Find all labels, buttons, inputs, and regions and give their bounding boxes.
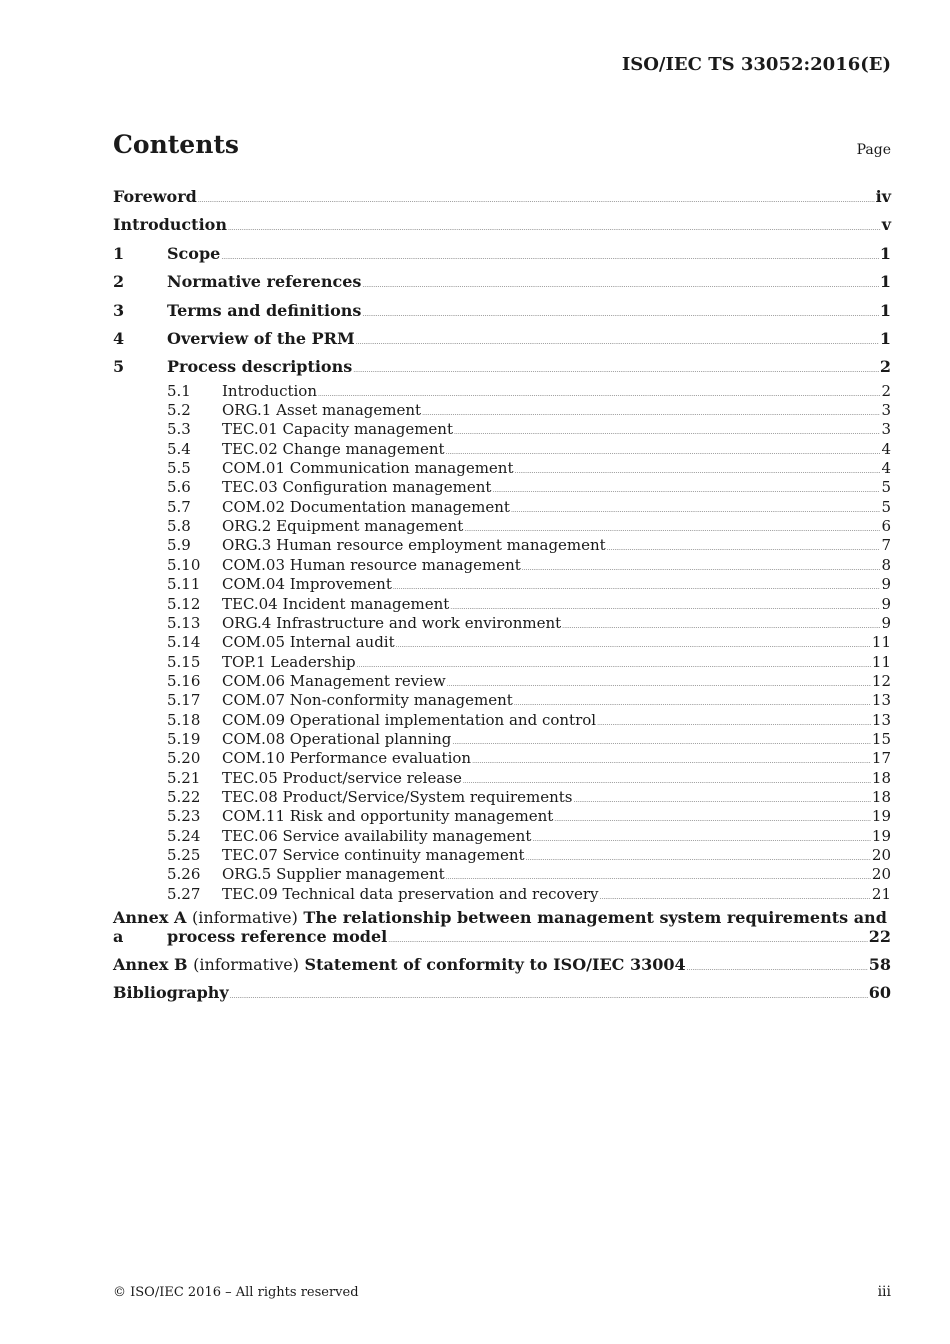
toc-entry-number: 5.9: [167, 536, 191, 555]
toc-entry[interactable]: [113, 211, 891, 239]
toc-entry-page: 9: [881, 594, 891, 613]
toc-entry-annex-b[interactable]: [113, 955, 891, 975]
toc-entry-page: iv: [875, 187, 891, 206]
table-of-contents: [113, 183, 891, 1003]
dot-leader: [600, 885, 871, 907]
toc-entry-page: 21: [871, 884, 891, 903]
toc-entry-number: 1: [113, 243, 125, 263]
toc-entry[interactable]: [113, 353, 891, 381]
toc-entry-page: 1: [879, 272, 891, 292]
toc-entry[interactable]: [113, 420, 891, 439]
toc-entry-number: 5.2: [167, 401, 191, 420]
toc-entry-page: 13: [871, 710, 891, 729]
toc-entry[interactable]: [113, 325, 891, 353]
toc-entry[interactable]: [113, 382, 891, 401]
toc-entry-page: 19: [871, 826, 891, 845]
toc-entry-page: 5: [881, 478, 891, 497]
toc-entry-page: 7: [881, 536, 891, 555]
toc-entry-title: TEC.07 Service continuity management: [222, 845, 525, 864]
toc-entry-page: 17: [871, 749, 891, 768]
bibliography-page: 60: [868, 983, 891, 1003]
toc-entry-title: COM.06 Management review: [222, 671, 446, 690]
toc-entry-title: TEC.09 Technical data preservation and recovery: [222, 884, 599, 903]
toc-entry-number: 5.18: [167, 710, 201, 729]
toc-entry-page: 3: [881, 401, 891, 420]
toc-entry[interactable]: [113, 653, 891, 672]
toc-entry-number: 5.3: [167, 420, 191, 439]
toc-entry-number: 5.22: [167, 787, 201, 806]
page-title: Contents: [113, 130, 240, 159]
toc-entry-title: Introduction: [222, 381, 317, 400]
toc-entry-page: 4: [881, 439, 891, 458]
toc-entry-page: 18: [871, 768, 891, 787]
copyright-notice: © ISO/IEC 2016 – All rights reserved: [113, 1285, 359, 1300]
annex-a-label: Annex A: [113, 908, 187, 928]
toc-entry-number: 5: [113, 357, 125, 377]
document-identifier: ISO/IEC TS 33052:2016(E): [621, 54, 891, 75]
toc-entry-page: 9: [881, 575, 891, 594]
annex-a-qualifier: (informative): [191, 908, 298, 928]
toc-entry-page: 19: [871, 807, 891, 826]
toc-entry[interactable]: [113, 595, 891, 614]
toc-entry-number: 4: [113, 328, 125, 348]
toc-entry-number: 5.25: [167, 845, 201, 864]
toc-entry-number: 5.24: [167, 826, 201, 845]
toc-entry[interactable]: [113, 672, 891, 691]
toc-entry-page: 13: [871, 691, 891, 710]
toc-entry-title: TEC.08 Product/Service/System requirements: [222, 787, 573, 806]
toc-entry[interactable]: [113, 440, 891, 459]
toc-entry-number: 5.26: [167, 865, 201, 884]
toc-entry-title: Foreword: [113, 187, 197, 206]
subclause-list: [113, 382, 891, 904]
toc-entry-number: 5.19: [167, 729, 201, 748]
toc-entry-bibliography[interactable]: [113, 983, 891, 1003]
toc-entry-page: 12: [871, 671, 891, 690]
toc-entry-title: Scope: [167, 243, 221, 263]
bibliography-label: Bibliography: [113, 983, 229, 1003]
annex-b-qualifier: (informative): [193, 955, 299, 975]
toc-entry[interactable]: [113, 268, 891, 296]
toc-entry[interactable]: [113, 183, 891, 211]
toc-entry[interactable]: [113, 885, 891, 904]
toc-entry-number: 5.6: [167, 478, 191, 497]
toc-entry-number: 5.5: [167, 459, 191, 478]
toc-entry-title: COM.04 Improvement: [222, 575, 392, 594]
toc-entry-page: v: [881, 215, 891, 235]
toc-entry[interactable]: [113, 556, 891, 575]
toc-entry-title: TEC.06 Service availability management: [222, 826, 532, 845]
toc-entry-title: COM.09 Operational implementation and control: [222, 710, 597, 729]
toc-entry-title: TOP.1 Leadership: [222, 652, 356, 671]
toc-entry-number: 5.4: [167, 439, 191, 458]
toc-entry-title: Overview of the PRM: [167, 328, 355, 348]
toc-entry-title: COM.11 Risk and opportunity management: [222, 807, 554, 826]
toc-entry-title: Process descriptions: [167, 357, 353, 377]
toc-entry-title: TEC.04 Incident management: [222, 594, 450, 613]
dot-leader: [230, 983, 868, 1007]
annex-b-page: 58: [868, 955, 891, 975]
page-column-label: Page: [856, 142, 891, 158]
toc-entry-title: COM.05 Internal audit: [222, 633, 395, 652]
toc-entry-title: ORG.4 Infrastructure and work environment: [222, 613, 562, 632]
toc-entry[interactable]: [113, 498, 891, 517]
toc-entry[interactable]: [113, 846, 891, 865]
toc-entry-page: 5: [881, 497, 891, 516]
toc-entry[interactable]: [113, 749, 891, 768]
toc-entry-title: TEC.02 Change management: [222, 439, 445, 458]
toc-entry-page: 1: [879, 328, 891, 348]
toc-entry-title: COM.02 Documentation management: [222, 497, 510, 516]
toc-entry-number: 5.23: [167, 807, 201, 826]
toc-entry-page: 18: [871, 787, 891, 806]
toc-entry-page: 1: [879, 243, 891, 263]
toc-entry-page: 4: [881, 459, 891, 478]
toc-entry[interactable]: [113, 575, 891, 594]
toc-entry-title: Terms and definitions: [167, 300, 362, 320]
toc-entry-title: Normative references: [167, 272, 362, 292]
toc-entry-number: 5.12: [167, 594, 201, 613]
clause-list: [113, 240, 891, 382]
dot-leader: [687, 955, 868, 979]
toc-entry-title: Introduction: [113, 215, 227, 235]
toc-entry[interactable]: [113, 478, 891, 497]
toc-entry-number: 5.10: [167, 555, 201, 574]
toc-entry-page: 2: [881, 381, 891, 400]
toc-entry-title: ORG.2 Equipment management: [222, 517, 464, 536]
toc-entry-number: 5.17: [167, 691, 201, 710]
toc-entry-page: 11: [871, 633, 891, 652]
toc-entry-page: 3: [881, 420, 891, 439]
toc-entry-page: 20: [871, 845, 891, 864]
toc-entry[interactable]: [113, 240, 891, 268]
toc-entry[interactable]: [113, 297, 891, 325]
toc-entry-title: ORG.5 Supplier management: [222, 865, 445, 884]
toc-entry-number: 5.14: [167, 633, 201, 652]
toc-entry-page: 20: [871, 865, 891, 884]
toc-entry[interactable]: [113, 691, 891, 710]
toc-entry-page: 2: [879, 357, 891, 377]
toc-entry-page: 8: [881, 555, 891, 574]
toc-entry-number: 5.13: [167, 613, 201, 632]
toc-entry-number: 5.7: [167, 497, 191, 516]
toc-entry-number: 5.20: [167, 749, 201, 768]
front-matter-list: [113, 183, 891, 240]
toc-entry-number: 2: [113, 272, 125, 292]
toc-entry-number: 5.16: [167, 671, 201, 690]
toc-entry[interactable]: [113, 711, 891, 730]
annex-a-page: 22: [868, 927, 891, 947]
toc-entry[interactable]: [113, 536, 891, 555]
toc-entry-title: COM.08 Operational planning: [222, 729, 452, 748]
page-number: iii: [877, 1284, 891, 1300]
toc-entry-number: 5.1: [167, 381, 191, 400]
toc-entry-number: 3: [113, 300, 125, 320]
toc-entry-page: 1: [879, 300, 891, 320]
toc-entry-title: ORG.1 Asset management: [222, 401, 422, 420]
toc-entry[interactable]: [113, 788, 891, 807]
toc-entry[interactable]: [113, 865, 891, 884]
toc-entry-page: 15: [871, 729, 891, 748]
toc-entry-number: 5.27: [167, 884, 201, 903]
annex-a-title-line2: process reference model: [167, 927, 388, 947]
toc-entry-number: 5.15: [167, 652, 201, 671]
toc-entry[interactable]: [113, 827, 891, 846]
toc-entry-page: 6: [881, 517, 891, 536]
toc-entry[interactable]: [113, 614, 891, 633]
annex-a-title-line1: The relationship between management system requirements and a: [113, 908, 887, 947]
toc-entry-page: 9: [881, 613, 891, 632]
toc-entry-page: 11: [871, 652, 891, 671]
toc-entry-title: COM.03 Human resource management: [222, 555, 521, 574]
toc-entry-title: COM.01 Communication management: [222, 459, 514, 478]
toc-entry[interactable]: [113, 769, 891, 788]
toc-entry[interactable]: [113, 807, 891, 826]
dot-leader: [388, 927, 867, 951]
toc-entry-number: 5.11: [167, 575, 201, 594]
toc-entry-title: ORG.3 Human resource employment management: [222, 536, 606, 555]
toc-entry-annex-a[interactable]: [113, 908, 891, 947]
toc-entry[interactable]: [113, 517, 891, 536]
toc-entry-number: 5.8: [167, 517, 191, 536]
toc-entry-title: TEC.01 Capacity management: [222, 420, 453, 439]
toc-entry[interactable]: [113, 401, 891, 420]
toc-entry-title: TEC.03 Configuration management: [222, 478, 492, 497]
annex-b-title: Statement of conformity to ISO/IEC 33004: [304, 955, 686, 975]
toc-entry-title: TEC.05 Product/service release: [222, 768, 462, 787]
toc-entry-number: 5.21: [167, 768, 201, 787]
toc-entry-title: COM.07 Non-conformity management: [222, 691, 513, 710]
toc-entry[interactable]: [113, 730, 891, 749]
toc-entry-title: COM.10 Performance evaluation: [222, 749, 472, 768]
toc-entry[interactable]: [113, 633, 891, 652]
annex-b-label: Annex B: [113, 955, 188, 975]
toc-entry[interactable]: [113, 459, 891, 478]
